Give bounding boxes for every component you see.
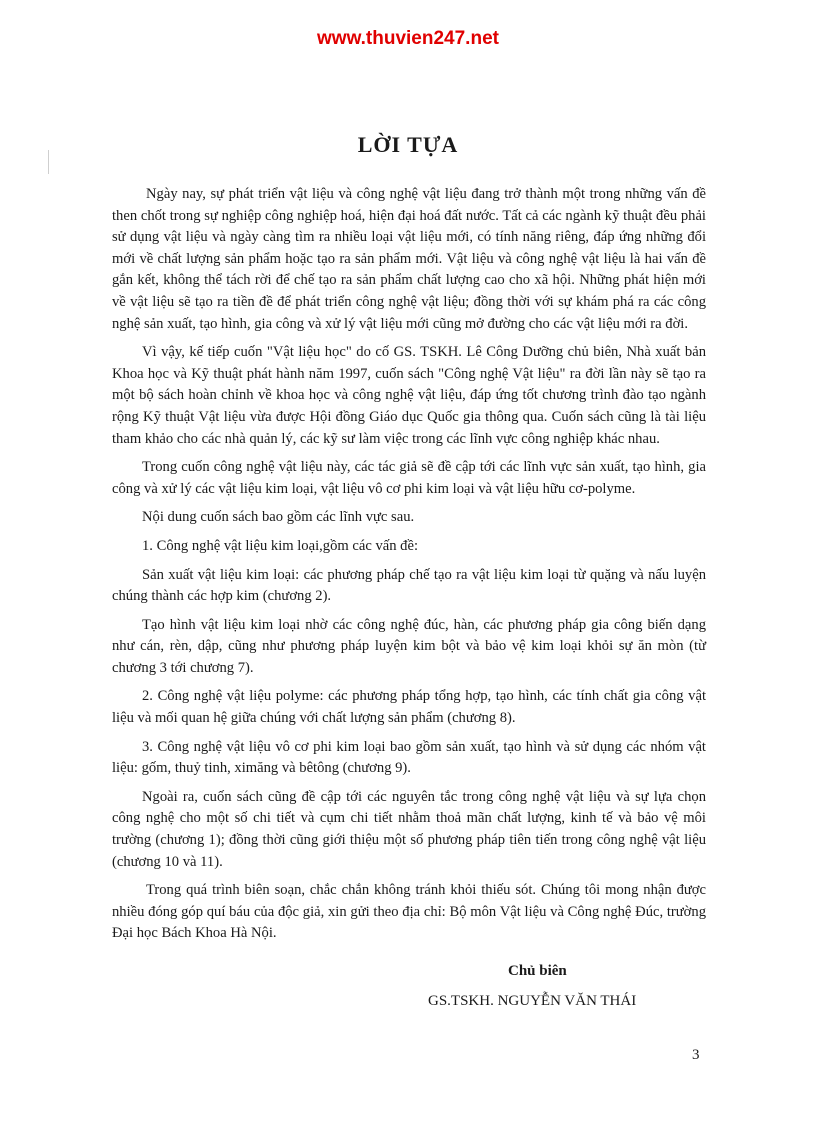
signature-block bbox=[428, 956, 636, 1016]
paragraph: 2. Công nghệ vật liệu polyme: các phương pháp tổng hợp, tạo hình, các tính chất gia công vật liệu và mối quan hệ giữa chúng với chất lượng sản phẩm (chương 8). bbox=[112, 688, 706, 727]
preface-body bbox=[112, 184, 706, 952]
page-number: 3 bbox=[692, 1047, 700, 1063]
website-link[interactable]: www.thuvien247.net bbox=[317, 28, 499, 49]
paragraph: Trong cuốn công nghệ vật liệu này, các tác giả sẽ đề cập tới các lĩnh vực sản xuất, tạo hình, gia công và xử lý các vật liệu kim loại, vật liệu vô cơ phi kim loại và vật liệu hữu cơ-polyme. bbox=[112, 459, 706, 497]
paragraph: Nội dung cuốn sách bao gồm các lĩnh vực sau. bbox=[142, 509, 415, 526]
page-title: LỜI TỰA bbox=[357, 132, 459, 157]
paragraph: Ngoài ra, cuốn sách cũng đề cập tới các nguyên tắc trong công nghệ vật liệu và sự lựa chọn công nghệ cho một số chi tiết và cụm chi tiết nhằm thoả mãn chất lượng, kinh tế và bảo vệ môi trường (chương 1); đồng thời cũng giới thiệu một số phương pháp tiên tiến trong công nghệ vật liệu (chương 10 và 11). bbox=[112, 788, 706, 870]
paragraph: Trong quá trình biên soạn, chắc chắn không tránh khỏi thiếu sót. Chúng tôi mong nhận được nhiều đóng góp quí báu của độc giả, xin gửi theo địa chỉ: Bộ môn Vật liệu và Công nghệ Đúc, trường Đại học Bách Khoa Hà Nội. bbox=[112, 882, 706, 942]
paragraph: Vì vậy, kế tiếp cuốn "Vật liệu học" do cố GS. TSKH. Lê Công Dưỡng chủ biên, Nhà xuất bản Khoa học và Kỹ thuật phát hành năm 1997, cuốn sách "Công nghệ Vật liệu" ra đời lần này sẽ tạo ra một bộ sách hoàn chỉnh về khoa học và công nghệ vật liệu, đáp ứng tốt chương trình đào tạo ngành rộng Kỹ thuật Vật liệu vừa được Hội đồng Giáo dục Quốc gia thông qua. Cuốn sách cũng là tài liệu tham khảo cho các nhà quản lý, các kỹ sư làm việc trong các lĩnh vực công nghiệp khác nhau. bbox=[112, 344, 706, 447]
paragraph: 1. Công nghệ vật liệu kim loại,gồm các vấn đề: bbox=[142, 537, 418, 554]
signature-role: Chủ biên bbox=[508, 963, 567, 979]
paragraph: 3. Công nghệ vật liệu vô cơ phi kim loại bao gồm sản xuất, tạo hình và sử dụng các nhóm vật liệu: gốm, thuỷ tinh, ximăng và bêtông (chương 9). bbox=[112, 738, 706, 777]
paragraph: Tạo hình vật liệu kim loại nhờ các công nghệ đúc, hàn, các phương pháp gia công biến dạng như cán, rèn, dập, cũng như phương pháp luyện kim bột và bảo vệ kim loại khỏi sự ăn mòn (từ chương 3 tới chương 7). bbox=[112, 616, 706, 676]
paragraph: Ngày nay, sự phát triển vật liệu và công nghệ vật liệu đang trở thành một trong những vấn đề then chốt trong sự nghiệp công nghiệp hoá, hiện đại hoá đất nước. Tất cả các ngành kỹ thuật đều phải sử dụng vật liệu và ngày càng tìm ra nhiều loại vật liệu mới, có tính năng riêng, đáp ứng những đổi mới về chất lượng sản phẩm hoặc tạo ra sản phẩm mới. Vật liệu và công nghệ vật liệu là hai vấn đề gắn kết, không thể tách rời để chế tạo ra sản phẩm chất lượng cao cho xã hội. Những phát hiện mới về vật liệu sẽ tạo ra tiền đề để phát triển công nghệ vật liệu; đồng thời với sự khám phá ra các công nghệ sản xuất, tạo hình, gia công và xử lý vật liệu mới cũng mở đường cho các vật liệu mới ra đời. bbox=[112, 186, 706, 332]
paragraph: Sản xuất vật liệu kim loại: các phương pháp chế tạo ra vật liệu kim loại từ quặng và nấu luyện chúng thành các hợp kim (chương 2). bbox=[112, 566, 706, 605]
signature-name: GS.TSKH. NGUYỄN VĂN THÁI bbox=[428, 993, 637, 1009]
